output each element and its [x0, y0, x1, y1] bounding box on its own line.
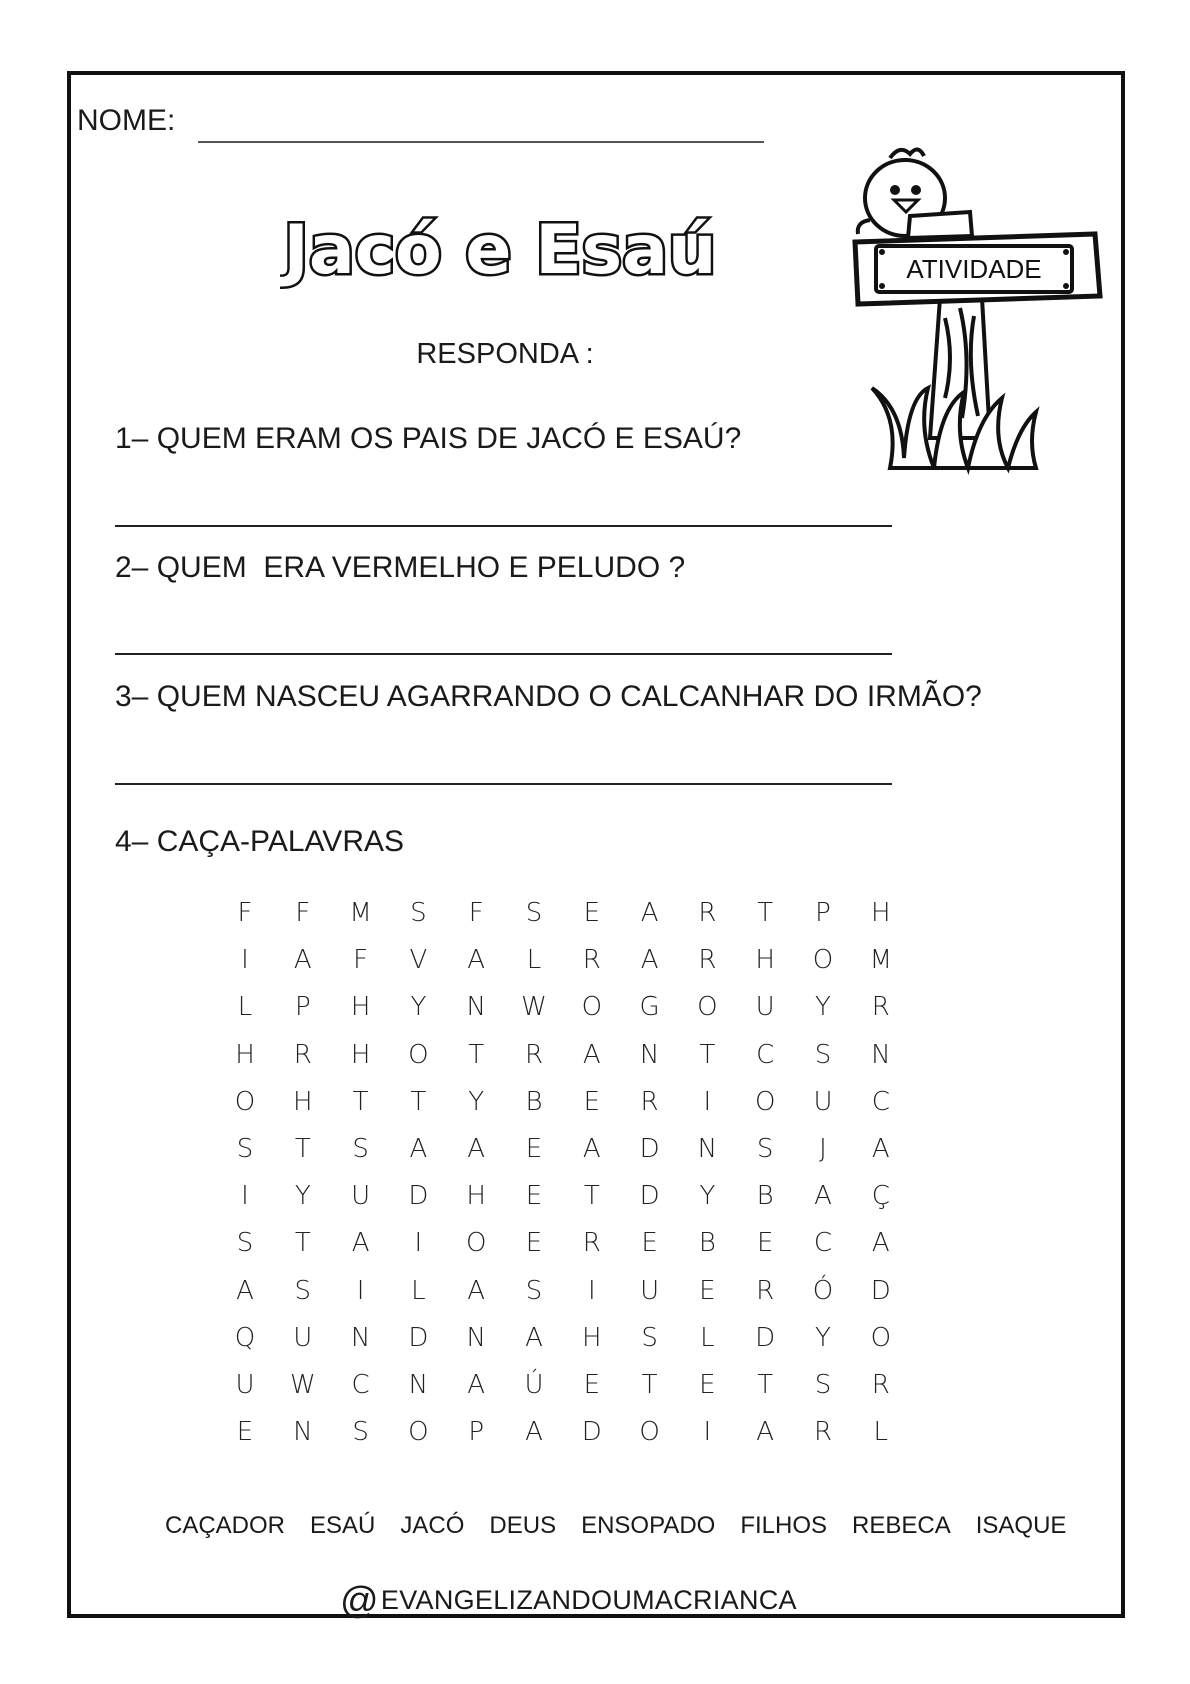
grass-icon	[872, 388, 1036, 468]
grid-letter: A	[871, 1134, 890, 1164]
grid-letter: O	[234, 1086, 256, 1117]
grid-letter: N	[466, 1322, 486, 1353]
grid-letter: R	[871, 1370, 890, 1400]
grid-letter: H	[235, 1039, 255, 1070]
grid-letter: E	[236, 1417, 254, 1448]
grid-letter: R	[293, 1039, 312, 1070]
grid-letter: D	[581, 1417, 602, 1448]
grid-letter: A	[814, 1181, 832, 1212]
grid-letter: O	[639, 1417, 660, 1448]
grid-letter: N	[466, 992, 486, 1023]
word-list-item: CAÇADOR	[165, 1512, 286, 1539]
grid-letter: B	[525, 1086, 543, 1117]
grid-letter: S	[525, 1275, 543, 1306]
grid-letter: H	[466, 1181, 486, 1212]
grid-letter: R	[582, 945, 601, 976]
word-list-item: DEUS	[489, 1512, 557, 1539]
grid-letter: Y	[699, 1181, 716, 1212]
credit-handle: EVANGELIZANDOUMACRIANCA	[380, 1585, 797, 1615]
grid-letter: A	[467, 1370, 486, 1400]
grid-letter: T	[352, 1086, 369, 1117]
question-2: 2– QUEM ERA VERMELHO E PELUDO ?	[115, 551, 686, 584]
grid-letter: L	[873, 1417, 889, 1448]
grid-letter: U	[813, 1086, 833, 1117]
grid-letter: S	[236, 1228, 254, 1259]
grid-letter: N	[697, 1134, 718, 1164]
grid-letter: I	[703, 1417, 712, 1448]
grid-letter: O	[697, 992, 718, 1023]
grid-letter: I	[241, 1181, 249, 1212]
word-list-item: FILHOS	[740, 1512, 828, 1539]
grid-letter: D	[639, 1134, 660, 1164]
grid-letter: S	[352, 1417, 369, 1448]
grid-letter: F	[295, 898, 311, 928]
grid-letter: A	[640, 898, 659, 928]
grid-letter: N	[350, 1322, 371, 1353]
grid-letter: O	[754, 1086, 776, 1117]
grid-letter: G	[639, 992, 660, 1023]
grid-letter: P	[815, 898, 831, 928]
grid-letter: B	[756, 1181, 774, 1212]
grid-letter: H	[350, 1039, 371, 1070]
grid-letter: A	[467, 945, 486, 976]
grid-letter: R	[698, 898, 717, 928]
grid-letter: Y	[468, 1086, 485, 1117]
worksheet-title	[280, 205, 720, 295]
credit	[340, 1580, 797, 1623]
grid-letter: A	[293, 945, 312, 976]
grid-letter: S	[410, 898, 427, 928]
grid-letter: E	[525, 1181, 543, 1212]
grid-letter: O	[408, 1039, 429, 1070]
grid-letter: N	[293, 1417, 313, 1448]
grid-letter: E	[525, 1228, 543, 1259]
grid-letter: D	[639, 1181, 660, 1212]
grid-letter: E	[525, 1134, 543, 1164]
grid-letter: A	[236, 1275, 254, 1306]
grid-letter: Ç	[871, 1181, 890, 1212]
word-list-item: JACÓ	[400, 1512, 465, 1539]
grid-letter: Y	[410, 992, 427, 1023]
grid-letter: U	[755, 992, 775, 1023]
grid-letter: T	[410, 1086, 427, 1117]
grid-letter: S	[641, 1322, 658, 1353]
grid-letter: W	[289, 1370, 316, 1400]
grid-letter: E	[583, 1370, 601, 1400]
grid-letter: Ó	[812, 1275, 834, 1306]
name-label: NOME:	[77, 104, 176, 137]
grid-letter: O	[465, 1228, 487, 1259]
grid-letter: P	[468, 1417, 485, 1448]
grid-letter: M	[869, 945, 893, 976]
grid-letter: I	[241, 945, 249, 976]
grid-letter: R	[640, 1086, 659, 1117]
grid-letter: R	[871, 992, 890, 1023]
grid-letter: S	[814, 1039, 832, 1070]
title-text: Jacó e Esaú	[283, 211, 717, 290]
word-list-item: REBECA	[852, 1512, 951, 1539]
grid-letter: E	[583, 1086, 601, 1117]
grid-letter: O	[870, 1322, 892, 1353]
grid-letter: L	[700, 1322, 715, 1353]
grid-letter: D	[870, 1275, 891, 1306]
word-list	[165, 1512, 1091, 1540]
grid-letter: C	[871, 1086, 890, 1117]
sign-label: ATIVIDADE	[906, 254, 1042, 284]
grid-letter: D	[755, 1322, 776, 1353]
grid-letter: O	[581, 992, 603, 1023]
grid-letter: C	[351, 1370, 370, 1400]
grid-letter: H	[582, 1322, 602, 1353]
grid-letter: I	[414, 1228, 423, 1259]
instruction: RESPONDA :	[416, 338, 594, 370]
grid-letter: T	[757, 898, 774, 928]
grid-letter: E	[583, 898, 601, 928]
grid-letter: H	[293, 1086, 313, 1117]
word-list-item: ISAQUE	[975, 1512, 1067, 1539]
grid-letter: N	[408, 1370, 429, 1400]
grid-letter: T	[699, 1039, 716, 1070]
grid-letter: S	[525, 898, 543, 928]
grid-letter: S	[294, 1275, 312, 1306]
signpost-illustration	[850, 138, 1110, 478]
grid-letter: S	[236, 1134, 254, 1164]
grid-letter: A	[467, 1134, 486, 1164]
grid-letter: E	[756, 1228, 774, 1259]
answer-line-1[interactable]	[115, 525, 892, 527]
grid-letter: L	[526, 945, 542, 976]
grid-letter: U	[293, 1322, 313, 1353]
grid-letter: F	[237, 898, 253, 928]
grid-letter: L	[411, 1275, 426, 1306]
grid-letter: R	[582, 1228, 601, 1259]
grid-letter: N	[871, 1039, 891, 1070]
grid-letter: Q	[234, 1322, 256, 1353]
at-symbol: @	[340, 1580, 379, 1622]
grid-letter: O	[812, 945, 834, 976]
grid-letter: D	[408, 1322, 429, 1353]
grid-letter: A	[409, 1134, 428, 1164]
grid-letter: V	[409, 945, 428, 976]
grid-letter: A	[756, 1417, 775, 1448]
grid-letter: I	[356, 1275, 365, 1306]
grid-letter: S	[756, 1134, 774, 1164]
grid-letter: Y	[815, 1322, 831, 1353]
word-list-item: ESAÚ	[310, 1512, 376, 1539]
grid-letter: A	[525, 1322, 543, 1353]
grid-letter: R	[524, 1039, 544, 1070]
grid-letter: F	[353, 945, 369, 976]
grid-letter: D	[408, 1181, 429, 1212]
grid-letter: Y	[815, 992, 831, 1023]
grid-letter: S	[814, 1370, 832, 1400]
grid-letter: J	[819, 1134, 827, 1164]
grid-letter: I	[587, 1275, 596, 1306]
grid-letter: T	[757, 1370, 774, 1400]
grid-letter: E	[641, 1228, 658, 1259]
grid-letter: W	[521, 992, 547, 1023]
grid-letter: R	[756, 1275, 775, 1306]
grid-letter: R	[698, 945, 717, 976]
grid-letter: B	[698, 1228, 716, 1259]
grid-letter: I	[703, 1086, 712, 1117]
grid-letter: H	[755, 945, 775, 976]
grid-letter: U	[351, 1181, 371, 1212]
grid-letter: A	[640, 945, 659, 976]
grid-letter: N	[639, 1039, 660, 1070]
grid-letter: A	[525, 1417, 543, 1448]
grid-letter: F	[468, 898, 484, 928]
grid-letter: C	[813, 1228, 833, 1259]
grid-letter: U	[640, 1275, 660, 1306]
grid-letter: T	[641, 1370, 658, 1400]
grid-letter: O	[408, 1417, 429, 1448]
grid-letter: U	[235, 1370, 255, 1400]
grid-letter: A	[871, 1228, 890, 1259]
grid-letter: A	[582, 1039, 601, 1070]
grid-letter: C	[756, 1039, 775, 1070]
grid-letter: S	[352, 1134, 369, 1164]
grid-letter: Y	[294, 1181, 311, 1212]
grid-letter: T	[294, 1228, 311, 1259]
grid-letter: T	[294, 1134, 311, 1164]
word-list-item: ENSOPADO	[581, 1512, 716, 1539]
grid-letter: Ú	[524, 1370, 544, 1400]
grid-letter: H	[350, 992, 371, 1023]
name-input-line[interactable]	[198, 141, 764, 143]
grid-letter: M	[349, 898, 372, 928]
question-3: 3– QUEM NASCEU AGARRANDO O CALCANHAR DO IRMÃO?	[115, 680, 982, 713]
answer-line-3[interactable]	[115, 783, 892, 785]
grid-letter: A	[351, 1228, 370, 1259]
question-4: 4– CAÇA-PALAVRAS	[115, 825, 404, 858]
answer-line-2[interactable]	[115, 653, 892, 655]
grid-letter: E	[699, 1275, 716, 1306]
grid-letter: A	[467, 1275, 486, 1306]
grid-letter: R	[813, 1417, 833, 1448]
grid-letter: L	[237, 992, 253, 1023]
grid-letter: E	[699, 1370, 716, 1400]
grid-letter: P	[294, 992, 311, 1023]
grid-letter: T	[468, 1039, 485, 1070]
grid-letter: A	[582, 1134, 601, 1164]
grid-letter: H	[871, 898, 891, 928]
question-1: 1– QUEM ERAM OS PAIS DE JACÓ E ESAÚ?	[115, 422, 742, 455]
grid-letter: T	[583, 1181, 600, 1212]
